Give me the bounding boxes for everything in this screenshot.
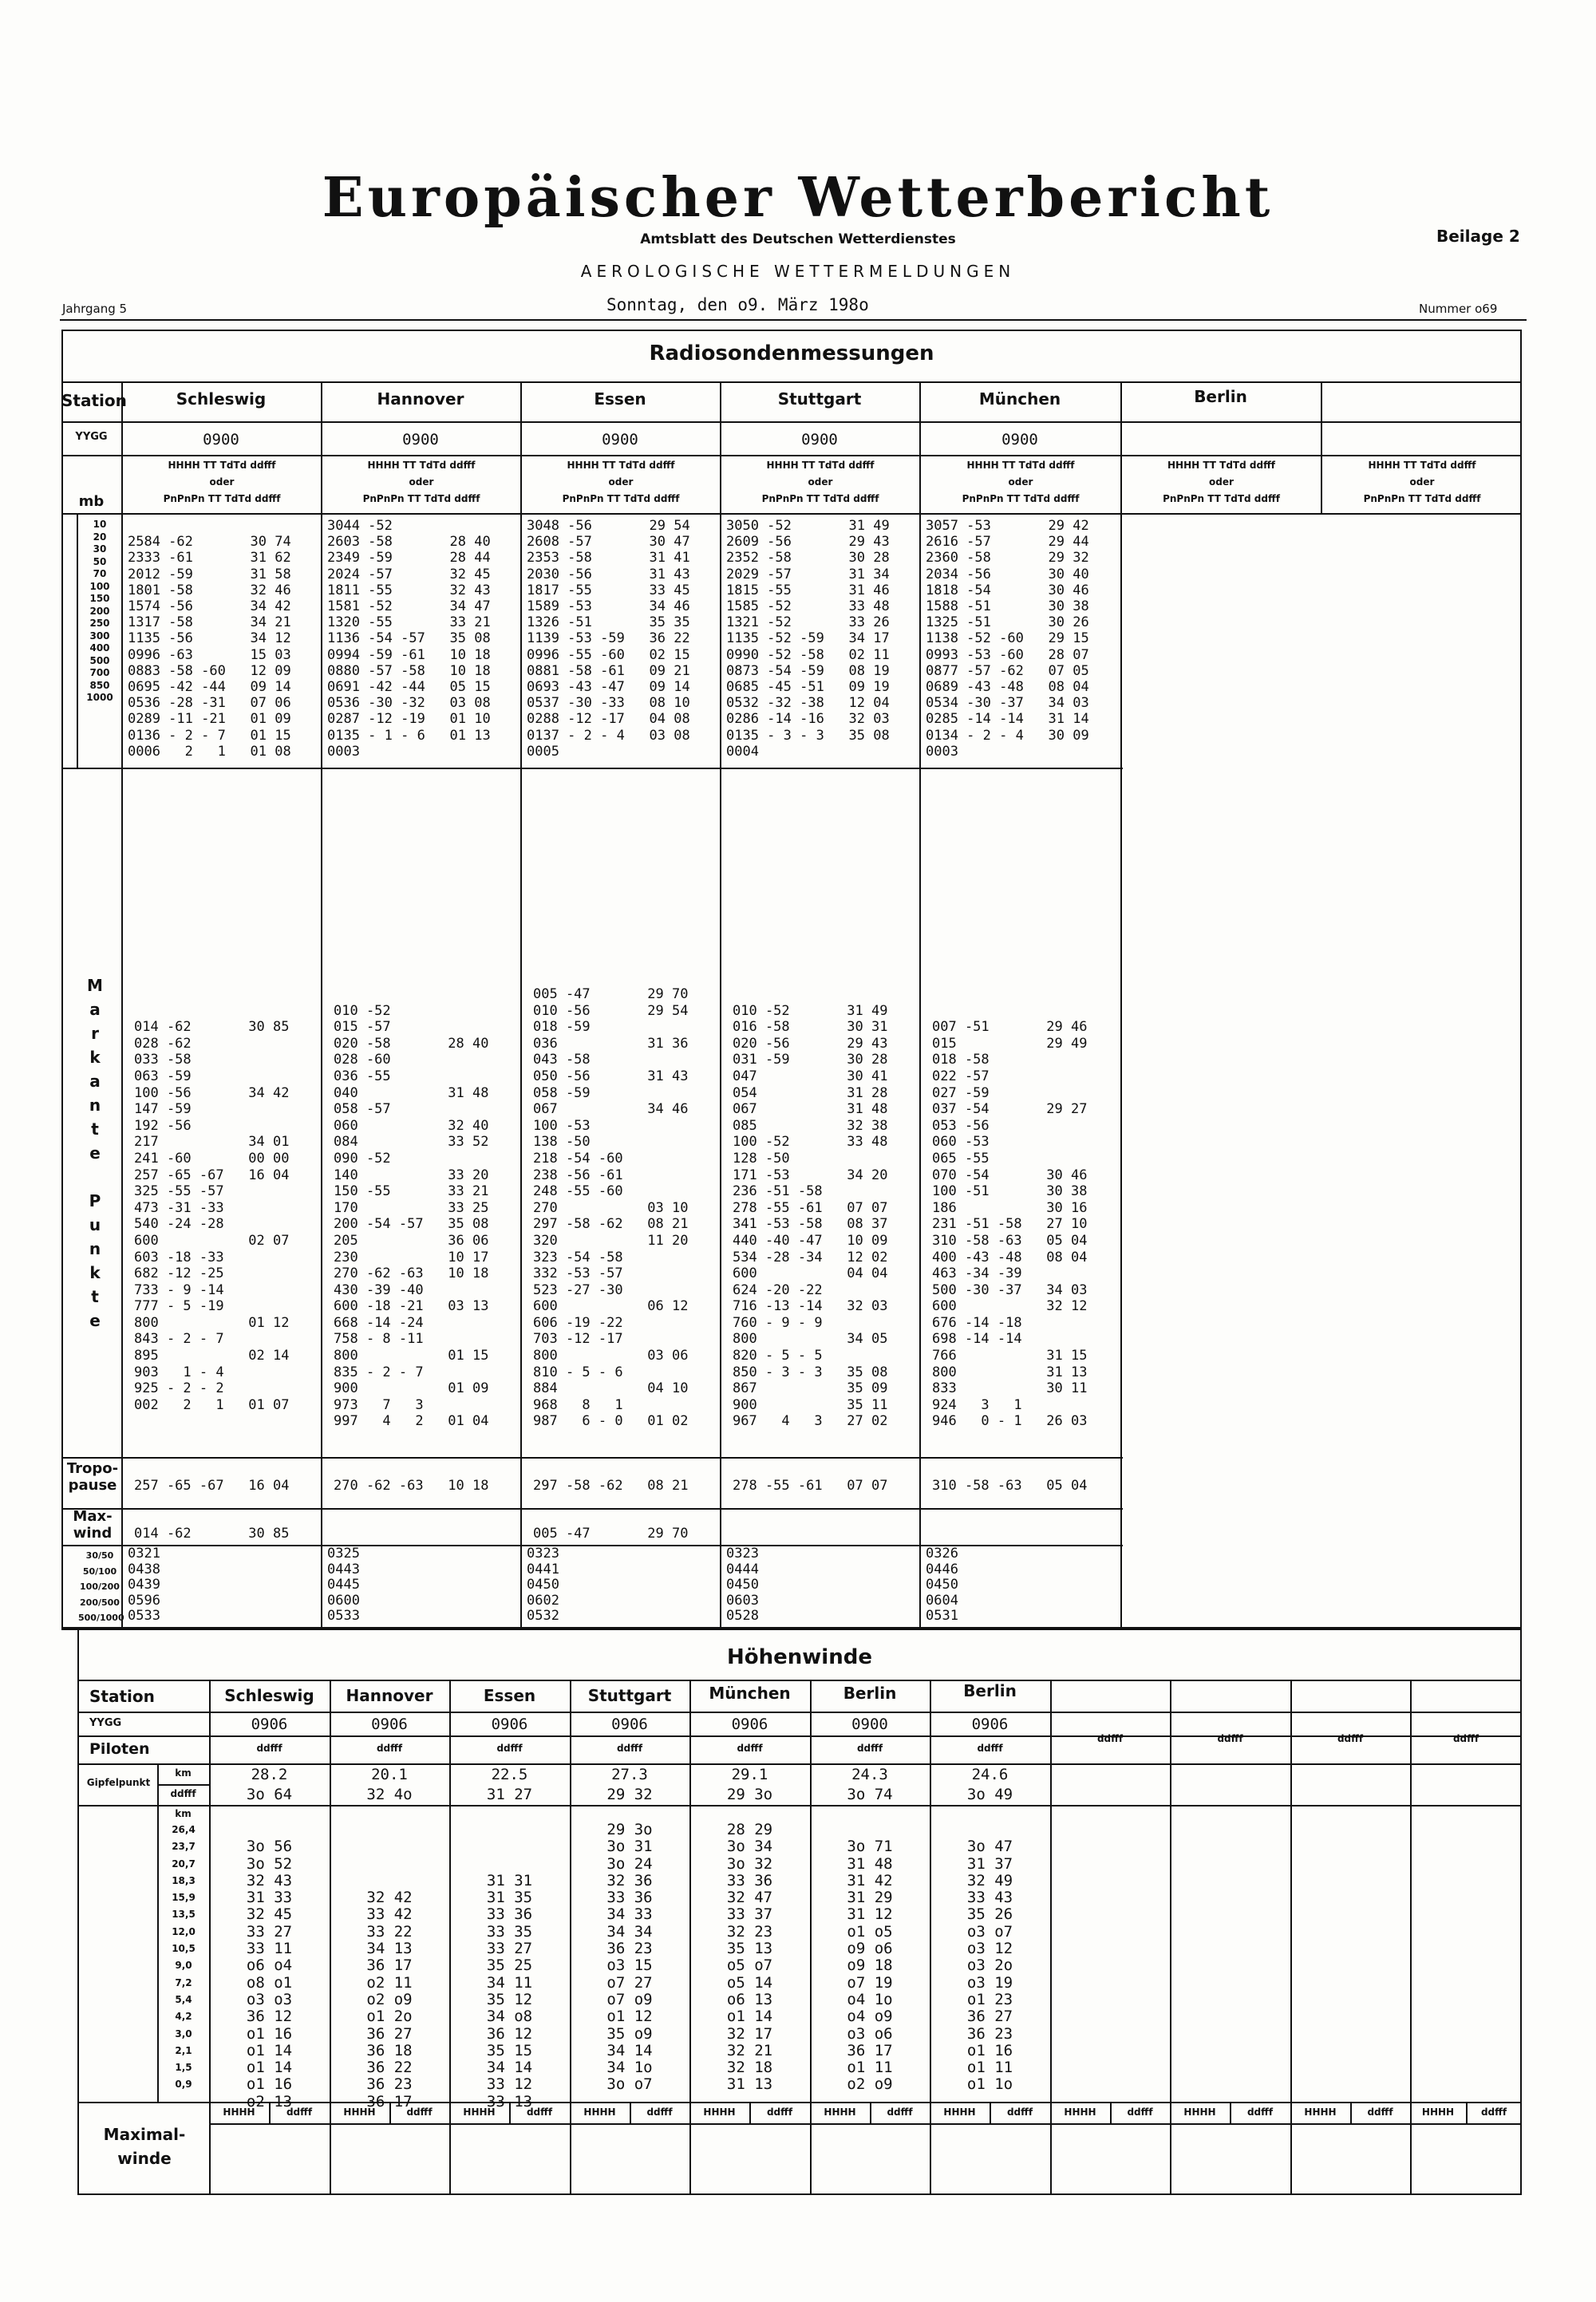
rule: [1350, 2102, 1352, 2123]
shear-stuttgart: 0323 0444 0450 0603 0528: [726, 1546, 759, 1624]
publication-subtitle: Amtsblatt des Deutschen Wetterdienstes: [640, 231, 956, 247]
wind-yygg: 0906: [731, 1716, 768, 1733]
gipfel-km: 24.6: [971, 1766, 1009, 1783]
gipfel-ddfff: 29 3o: [726, 1786, 773, 1803]
gipfel-km: 28.2: [251, 1766, 288, 1783]
tropopause-label: Tropo- pause: [66, 1460, 119, 1494]
gipfel-ddfff: 3o 49: [966, 1786, 1013, 1803]
rule: [630, 2102, 631, 2123]
rule: [389, 2102, 391, 2123]
max-ddfff: ddfff: [406, 2107, 433, 2118]
max-ddfff: ddfff: [887, 2107, 913, 2118]
piloten-ddfff: ddfff: [616, 1743, 643, 1754]
max-hhhh: HHHH: [223, 2107, 255, 2118]
max-ddfff: ddfff: [526, 2107, 553, 2118]
max-ddfff: ddfff: [1246, 2107, 1274, 2118]
station-name: Schleswig: [176, 389, 267, 409]
wind-yygg: 0906: [371, 1716, 408, 1733]
standard-levels-essen: 3048 -56 29 54 2608 -57 30 47 2353 -58 31 41 2030 -56 31 43 1817 -55 33 45 1589 -53 34 46 1326 -51 35 35 1139 -53 -59 36 22 0996 -55 -60 02 15 0881 -58 -61 09 21 0693 -43 -47 09 14 0537 -30 -33 08 10 0288 -12 -17 04 08 0137 - 2 - 4 03 08 0005: [527, 518, 690, 760]
rule: [77, 1805, 1522, 1806]
column-header: PnPnPn TT TdTd ddfff: [761, 493, 879, 504]
rule: [1410, 1680, 1412, 2195]
maxwind-value: 005 -47 29 70: [533, 1526, 689, 1542]
column-header: HHHH TT TdTd ddfff: [567, 460, 675, 471]
wind-station-name: Hannover: [346, 1686, 433, 1705]
column-header: HHHH TT TdTd ddfff: [168, 460, 276, 471]
radiosonde-title: Radiosondenmessungen: [649, 342, 934, 365]
rule: [1120, 381, 1122, 1629]
rule: [520, 381, 522, 1629]
shear-layer-labels: 30/50 50/100 100/200 200/500 500/1000: [78, 1550, 124, 1623]
rule: [1290, 1680, 1292, 2195]
wind-km-label: km: [175, 1808, 192, 1819]
wind-station-name: München: [709, 1684, 791, 1703]
piloten-ddfff: ddfff: [977, 1743, 1003, 1754]
rule: [121, 381, 123, 1629]
shear-hannover: 0325 0443 0445 0600 0533: [327, 1546, 360, 1624]
rule: [77, 513, 78, 768]
maxwind-label: Max- wind: [73, 1508, 113, 1542]
section-heading: AEROLOGISCHE WETTERMELDUNGEN: [580, 262, 1016, 281]
tropopause-value: 297 -58 -62 08 21: [533, 1478, 689, 1494]
wind-yygg: 0906: [971, 1716, 1009, 1733]
pressure-levels: 10 20 30 50 70 100 150 200 250 300 400 500 700 850 1000: [86, 519, 113, 703]
upper-winds-title: Höhenwinde: [727, 1645, 872, 1669]
station-name: Berlin: [1194, 387, 1247, 406]
shear-essen: 0323 0441 0450 0602 0532: [527, 1546, 559, 1624]
wind-station-name: Schleswig: [224, 1686, 314, 1705]
gipfel-km: 22.5: [491, 1766, 528, 1783]
gipfel-ddfff: 3o 64: [246, 1786, 293, 1803]
column-header: HHHH TT TdTd ddfff: [1167, 460, 1276, 471]
yygg-label: YYGG: [75, 431, 108, 443]
rule: [1230, 2102, 1231, 2123]
rule: [61, 455, 1522, 456]
column-header: HHHH TT TdTd ddfff: [1368, 460, 1476, 471]
max-ddfff: ddfff: [1127, 2107, 1153, 2118]
gipfel-ddfff: 3o 74: [847, 1786, 893, 1803]
column-header: HHHH TT TdTd ddfff: [966, 460, 1075, 471]
piloten-ddfff: ddfff: [1452, 1733, 1479, 1744]
max-hhhh: HHHH: [703, 2107, 736, 2118]
tropopause-value: 257 -65 -67 16 04: [134, 1478, 290, 1494]
markante-stuttgart: 010 -52 31 49 016 -58 30 31 020 -56 29 43 031 -59 30 28 047 30 41 054 31 28 067 31 48 085 32 38 100 -52 33 48 128 -50 171 -53 34 20 236 -51 -58 278 -55 -61 07 07 341 -53 -58 08 37 440 -40 -47 10 09 534 -28 -34 12 02 600 04 04 624 -20 -22 716 -13 -14 32 03 760 - 9 - 9 800 34 05 820 - 5 - 5 850 - 3 - 3 35 08 867 35 09 900 35 11 967 4 3 27 02: [733, 1002, 888, 1430]
column-header: PnPnPn TT TdTd ddfff: [1363, 493, 1481, 504]
markante-essen: 005 -47 29 70 010 -56 29 54 018 -59 036 31 36 043 -58 050 -56 31 43 058 -59 067 34 46 100 -53 138 -50 218 -54 -60 238 -56 -61 248 -55 -60 270 03 10 297 -58 -62 08 21 320 11 20 323 -54 -58 332 -53 -57 523 -27 -30 600 06 12 606 -19 -22 703 -12 -17 800 03 06 810 - 5 - 6 884 04 10 968 8 1 987 6 - 0 01 02: [533, 986, 689, 1430]
column-header: PnPnPn TT TdTd ddfff: [163, 493, 281, 504]
volume-label: Jahrgang 5: [62, 302, 128, 316]
yygg-value: 0900: [1001, 431, 1038, 448]
rule: [321, 381, 322, 1629]
rule: [77, 1712, 1522, 1713]
max-hhhh: HHHH: [583, 2107, 616, 2118]
gipfelpunkt-label: Gipfelpunkt: [86, 1777, 151, 1788]
rule: [157, 1784, 209, 1786]
wind-levels: 26,4 23,7 20,7 18,3 15,9 13,5 12,0 10,5 9,0 7,2 5,4 4,2 3,0 2,1 1,5 0,9: [172, 1824, 196, 2091]
piloten-ddfff: ddfff: [737, 1743, 763, 1754]
maximalwinde-label: Maximal- winde: [103, 2125, 186, 2168]
wind-yygg-label: YYGG: [89, 1717, 122, 1729]
markante-punkte-label: M a r k a n t e P u n k t e: [87, 976, 103, 1330]
piloten-ddfff: ddfff: [1217, 1733, 1243, 1744]
gipfel-km-label: km: [175, 1767, 192, 1779]
markante-hannover: 010 -52 015 -57 020 -58 28 40 028 -60 036 -55 040 31 48 058 -57 060 32 40 084 33 52 090 -52 140 33 20 150 -55 33 21 170 33 25 200 -54 -57 35 08 205 36 06 230 10 17 270 -62 -63 10 18 430 -39 -40 600 -18 -21 03 13 668 -14 -24 758 - 8 -11 800 01 15 835 - 2 - 7 900 01 09 973 7 3 997 4 2 01 04: [334, 1002, 489, 1430]
wind-column-muenchen: 28 29 3o 34 3o 32 33 36 32 47 33 37 32 23 35 13 o5 o7 o5 14 o6 13 o1 14 32 17 32 21 32 18 31 13: [726, 1821, 773, 2094]
gipfel-km: 24.3: [851, 1766, 888, 1783]
issue-date: Sonntag, den o9. März 198o: [606, 295, 869, 314]
max-hhhh: HHHH: [343, 2107, 376, 2118]
tropopause-value: 278 -55 -61 07 07: [733, 1478, 888, 1494]
rule: [61, 768, 1123, 769]
yygg-value: 0900: [602, 431, 638, 448]
piloten-label: Piloten: [89, 1740, 150, 1758]
rule: [870, 2102, 871, 2123]
yygg-value: 0900: [203, 431, 239, 448]
max-hhhh: HHHH: [463, 2107, 496, 2118]
wind-yygg: 0906: [251, 1716, 288, 1733]
rule: [269, 2102, 271, 2123]
rule: [209, 2123, 1522, 2125]
gipfel-ddfff: 31 27: [486, 1786, 533, 1803]
wind-station-name: Stuttgart: [587, 1686, 672, 1705]
max-ddfff: ddfff: [1480, 2107, 1507, 2118]
column-header-oder: oder: [608, 476, 634, 488]
max-ddfff: ddfff: [1367, 2107, 1393, 2118]
max-ddfff: ddfff: [766, 2107, 793, 2118]
piloten-ddfff: ddfff: [1337, 1733, 1364, 1744]
max-hhhh: HHHH: [1421, 2107, 1455, 2118]
tropopause-value: 310 -58 -63 05 04: [932, 1478, 1088, 1494]
column-header-oder: oder: [808, 476, 833, 488]
wind-column-essen: 31 31 31 35 33 36 33 35 33 27 35 25 34 11 35 12 34 o8 36 12 35 15 34 14 33 12 33 13: [486, 1871, 533, 2110]
supplement-number: Beilage 2: [1436, 227, 1520, 246]
publication-title: Europäischer Wetterbericht: [322, 166, 1274, 230]
station-name: Hannover: [377, 389, 464, 409]
rule: [1110, 2102, 1112, 2123]
wind-yygg: 0900: [851, 1716, 888, 1733]
maxwind-value: 014 -62 30 85: [134, 1526, 290, 1542]
rule: [749, 2102, 751, 2123]
column-header-oder: oder: [1409, 476, 1435, 488]
column-header-oder: oder: [209, 476, 235, 488]
shear-muenchen: 0326 0446 0450 0604 0531: [926, 1546, 958, 1624]
station-name: München: [978, 389, 1061, 409]
rule: [77, 1680, 1522, 1681]
gipfel-km: 20.1: [371, 1766, 408, 1783]
rule: [1050, 1680, 1052, 2195]
station-label: Station: [61, 391, 127, 410]
wind-station-name: Essen: [483, 1686, 536, 1705]
column-header: PnPnPn TT TdTd ddfff: [362, 493, 480, 504]
wind-column-berlin: 3o 71 31 48 31 42 31 29 31 12 o1 o5 o9 o6 o9 18 o7 19 o4 1o o4 o9 o3 o6 36 17 o1 11 o2 o9: [847, 1838, 893, 2094]
max-hhhh: HHHH: [824, 2107, 856, 2118]
max-ddfff: ddfff: [646, 2107, 673, 2118]
shear-schleswig: 0321 0438 0439 0596 0533: [128, 1546, 160, 1624]
rule: [61, 1457, 1123, 1459]
column-header: PnPnPn TT TdTd ddfff: [1163, 493, 1280, 504]
piloten-ddfff: ddfff: [1096, 1733, 1124, 1744]
wind-column-schleswig: 3o 56 3o 52 32 43 31 33 32 45 33 27 33 11 o6 o4 o8 o1 o3 o3 36 12 o1 16 o1 14 o1 14 o1 16 o2 13: [246, 1838, 293, 2110]
markante-muenchen: 007 -51 29 46 015 29 49 018 -58 022 -57 027 -59 037 -54 29 27 053 -56 060 -53 065 -55 070 -54 30 46 100 -51 30 38 186 30 16 231 -51 -58 27 10 310 -58 -63 05 04 400 -43 -48 08 04 463 -34 -39 500 -30 -37 34 03 600 32 12 676 -14 -18 698 -14 -14 766 31 15 800 31 13 833 30 11 924 3 1 946 0 - 1 26 03: [932, 1019, 1088, 1430]
standard-levels-schleswig: 2584 -62 30 74 2333 -61 31 62 2012 -59 31 58 1801 -58 32 46 1574 -56 34 42 1317 -58 34 21 1135 -56 34 12 0996 -63 15 03 0883 -58 -60 12 09 0695 -42 -44 09 14 0536 -28 -31 07 06 0289 -11 -21 01 09 0136 - 2 - 7 01 15 0006 2 1 01 08: [128, 534, 291, 760]
column-header: HHHH TT TdTd ddfff: [367, 460, 476, 471]
piloten-ddfff: ddfff: [496, 1743, 523, 1754]
yygg-value: 0900: [402, 431, 439, 448]
rule: [990, 2102, 991, 2123]
max-hhhh: HHHH: [1064, 2107, 1096, 2118]
station-name: Stuttgart: [777, 389, 862, 409]
max-hhhh: HHHH: [1183, 2107, 1216, 2118]
wind-yygg: 0906: [491, 1716, 528, 1733]
rule: [720, 381, 721, 1629]
column-header: PnPnPn TT TdTd ddfff: [562, 493, 680, 504]
rule: [1466, 2102, 1468, 2123]
piloten-ddfff: ddfff: [376, 1743, 403, 1754]
yygg-value: 0900: [801, 431, 838, 448]
tropopause-value: 270 -62 -63 10 18: [334, 1478, 489, 1494]
issue-number: Nummer o69: [1419, 302, 1498, 316]
standard-levels-stuttgart: 3050 -52 31 49 2609 -56 29 43 2352 -58 30 28 2029 -57 31 34 1815 -55 31 46 1585 -52 33 48 1321 -52 33 26 1135 -52 -59 34 17 0990 -52 -58 02 11 0873 -54 -59 08 19 0685 -45 -51 09 19 0532 -32 -38 12 04 0286 -14 -16 32 03 0135 - 3 - 3 35 08 0004: [726, 518, 890, 760]
max-hhhh: HHHH: [943, 2107, 976, 2118]
rule: [77, 1763, 1522, 1765]
gipfel-ddfff: 32 4o: [366, 1786, 413, 1803]
wind-station-name: Berlin: [843, 1684, 897, 1703]
wind-column-hannover: 32 42 33 42 33 22 34 13 36 17 o2 11 o2 o9 o1 2o 36 27 36 18 36 22 36 23 36 17: [366, 1889, 413, 2110]
standard-levels-hannover: 3044 -52 2603 -58 28 40 2349 -59 28 44 2024 -57 32 45 1811 -55 32 43 1581 -52 34 47 1320 -55 33 21 1136 -54 -57 35 08 0994 -59 -61 10 18 0880 -57 -58 10 18 0691 -42 -44 05 15 0536 -30 -32 03 08 0287 -12 -19 01 10 0135 - 1 - 6 01 13 0003: [327, 518, 491, 760]
column-header-oder: oder: [1008, 476, 1033, 488]
rule: [509, 2102, 511, 2123]
wind-yygg: 0906: [611, 1716, 648, 1733]
gipfel-km: 27.3: [611, 1766, 648, 1783]
rule: [61, 1508, 1123, 1510]
piloten-ddfff: ddfff: [256, 1743, 282, 1754]
standard-levels-muenchen: 3057 -53 29 42 2616 -57 29 44 2360 -58 29 32 2034 -56 30 40 1818 -54 30 46 1588 -51 30 38 1325 -51 30 26 1138 -52 -60 29 15 0993 -53 -60 28 07 0877 -57 -62 07 05 0689 -43 -48 08 04 0534 -30 -37 34 03 0285 -14 -14 31 14 0134 - 2 - 4 30 09 0003: [926, 518, 1089, 760]
max-hhhh: HHHH: [1304, 2107, 1337, 2118]
column-header: PnPnPn TT TdTd ddfff: [962, 493, 1080, 504]
gipfel-km: 29.1: [731, 1766, 768, 1783]
wind-station-label: Station: [89, 1687, 155, 1706]
wind-station-name: Berlin: [963, 1681, 1017, 1700]
mb-label: mb: [78, 493, 105, 510]
rule: [61, 381, 1522, 383]
column-header-oder: oder: [409, 476, 434, 488]
max-ddfff: ddfff: [286, 2107, 313, 2118]
max-ddfff: ddfff: [1006, 2107, 1033, 2118]
station-name: Essen: [594, 389, 646, 409]
rule: [61, 513, 1522, 515]
rule: [919, 381, 921, 1629]
gipfel-ddfff: 29 32: [606, 1786, 653, 1803]
gipfel-ddfff-label: ddfff: [170, 1788, 196, 1799]
column-header-oder: oder: [1209, 476, 1234, 488]
rule: [1321, 381, 1322, 513]
wind-column-berlin-2: 3o 47 31 37 32 49 33 43 35 26 o3 o7 o3 12 o3 2o o3 19 o1 23 36 27 36 23 o1 16 o1 11 o1 1o: [966, 1838, 1013, 2094]
wind-column-stuttgart: 29 3o 3o 31 3o 24 32 36 33 36 34 33 34 34 36 23 o3 15 o7 27 o7 o9 o1 12 35 o9 34 14 34 1o 3o o7: [606, 1821, 653, 2094]
rule: [61, 421, 1522, 423]
rule: [61, 1545, 1123, 1546]
column-header: HHHH TT TdTd ddfff: [766, 460, 875, 471]
rule: [1170, 1680, 1171, 2195]
piloten-ddfff: ddfff: [856, 1743, 883, 1754]
markante-schleswig: 014 -62 30 85 028 -62 033 -58 063 -59 100 -56 34 42 147 -59 192 -56 217 34 01 241 -60 00 00 257 -65 -67 16 04 325 -55 -57 473 -31 -33 540 -24 -28 600 02 07 603 -18 -33 682 -12 -25 733 - 9 -14 777 - 5 -19 800 01 12 843 - 2 - 7 895 02 14 903 1 - 4 925 - 2 - 2 002 2 1 01 07: [134, 1019, 290, 1413]
